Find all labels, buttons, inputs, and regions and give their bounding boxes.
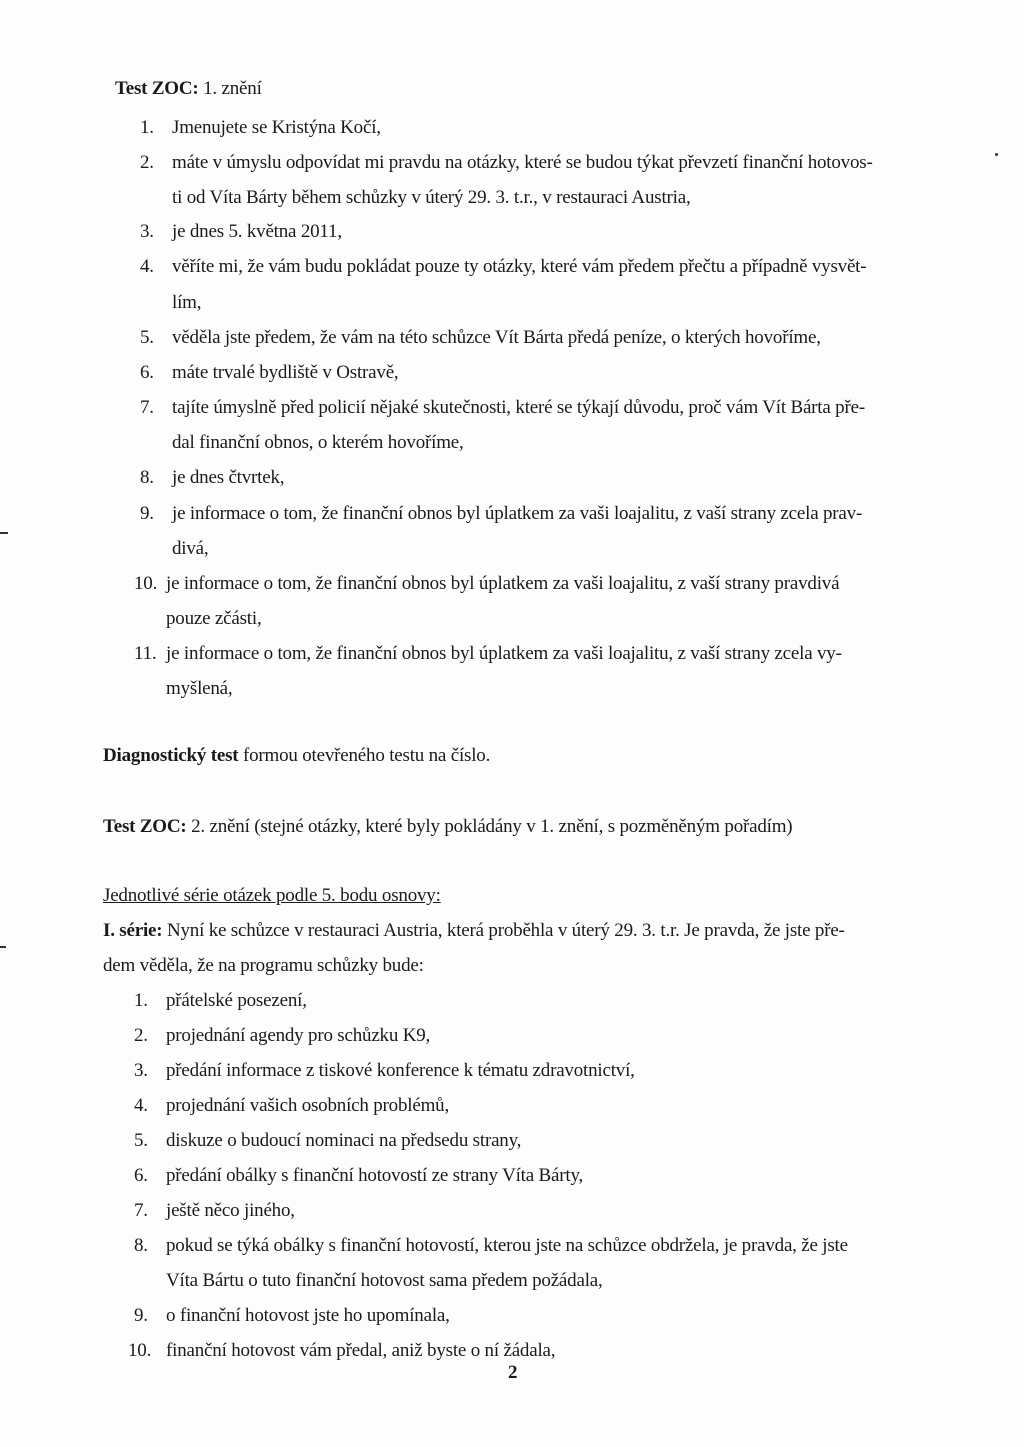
series-1-text: Nyní ke schůzce v restauraci Austria, která proběhla v úterý 29. 3. t.r. Je pravda, že jste pře- — [162, 920, 845, 941]
list-item-number: 2. — [140, 152, 154, 173]
test-zoc-label: Test ZOC: — [103, 816, 187, 837]
diagnostic-test-text: formou otevřeného testu na číslo. — [238, 745, 491, 766]
list-item-number: 5. — [140, 327, 154, 348]
scan-mark — [0, 946, 6, 948]
scan-mark — [995, 153, 998, 156]
list-item-number: 8. — [134, 1235, 148, 1256]
list-item-number: 8. — [140, 467, 154, 488]
list-item-text: je informace o tom, že finanční obnos byl úplatkem za vaši loajalitu, z vaší strany zcela vy- — [166, 643, 842, 664]
list-item-number: 11. — [134, 643, 157, 664]
list-item-number: 5. — [134, 1130, 148, 1151]
list-item-number: 9. — [140, 503, 154, 524]
list-item-text: Jmenujete se Kristýna Kočí, — [172, 117, 381, 138]
list-item-text: tajíte úmyslně před policií nějaké skutečnosti, které se týkají důvodu, proč vám Vít Bárta pře- — [172, 397, 865, 418]
page-number: 2 — [508, 1362, 518, 1383]
list-item-text: dal finanční obnos, o kterém hovoříme, — [172, 432, 464, 453]
list-item-number: 9. — [134, 1305, 148, 1326]
diagnostic-test-label: Diagnostický test — [103, 745, 239, 766]
list-item-text: pokud se týká obálky s finanční hotovostí, kterou jste na schůzce obdržela, je pravda, že jste — [166, 1235, 848, 1256]
list-item-number: 10. — [134, 573, 158, 594]
test-zoc-version: 2. znění (stejné otázky, které byly pokládány v 1. znění, s pozměněným pořadím) — [186, 816, 793, 837]
list-item-text: máte v úmyslu odpovídat mi pravdu na otázky, které se budou týkat převzetí finanční hotovos- — [172, 152, 873, 173]
list-item-text: pouze zčásti, — [166, 608, 262, 629]
list-item-number: 6. — [134, 1165, 148, 1186]
test-zoc-heading-1 — [115, 78, 262, 100]
list-item-number: 6. — [140, 362, 154, 383]
list-item-text: ti od Víta Bárty během schůzky v úterý 29. 3. t.r., v restauraci Austria, — [172, 187, 691, 208]
series-heading: Jednotlivé série otázek podle 5. bodu osnovy: — [103, 885, 441, 906]
list-item-number: 4. — [134, 1095, 148, 1116]
list-item-number: 3. — [134, 1060, 148, 1081]
series-1-intro — [103, 920, 845, 942]
test-zoc-heading-2 — [103, 816, 792, 838]
list-item-text: projednání vašich osobních problémů, — [166, 1095, 450, 1116]
list-item-text: projednání agendy pro schůzku K9, — [166, 1025, 431, 1046]
test-zoc-label: Test ZOC: — [115, 78, 199, 99]
list-item-text: věříte mi, že vám budu pokládat pouze ty otázky, které vám předem přečtu a případně vysvět- — [172, 256, 867, 277]
diagnostic-test-line — [103, 745, 490, 767]
series-1-label: I. série: — [103, 920, 163, 941]
list-item-number: 4. — [140, 256, 154, 277]
list-item-text: divá, — [172, 538, 209, 559]
list-item-text: je dnes 5. května 2011, — [172, 221, 342, 242]
list-item-number: 1. — [134, 990, 148, 1011]
list-item-text: věděla jste předem, že vám na této schůzce Vít Bárta předá peníze, o kterých hovoříme, — [172, 327, 821, 348]
list-item-text: o finanční hotovost jste ho upomínala, — [166, 1305, 450, 1326]
series-1-intro-line2: dem věděla, že na programu schůzky bude: — [103, 955, 424, 976]
scan-mark — [0, 532, 8, 534]
list-item-text: diskuze o budoucí nominaci na předsedu strany, — [166, 1130, 522, 1151]
list-item-number: 2. — [134, 1025, 148, 1046]
list-item-text: finanční hotovost vám předal, aniž byste o ní žádala, — [166, 1340, 556, 1361]
list-item-number: 7. — [134, 1200, 148, 1221]
list-item-text: předání obálky s finanční hotovostí ze strany Víta Bárty, — [166, 1165, 584, 1186]
list-item-text: je dnes čtvrtek, — [172, 467, 285, 488]
list-item-text: předání informace z tiskové konference k tématu zdravotnictví, — [166, 1060, 635, 1081]
list-item-number: 1. — [140, 117, 154, 138]
list-item-text: ještě něco jiného, — [166, 1200, 295, 1221]
list-item-text: myšlená, — [166, 678, 233, 699]
list-item-number: 7. — [140, 397, 154, 418]
test-zoc-version: 1. znění — [198, 78, 262, 99]
list-item-number: 3. — [140, 221, 154, 242]
list-item-text: přátelské posezení, — [166, 990, 307, 1011]
list-item-number: 10. — [128, 1340, 152, 1361]
list-item-text: lím, — [172, 292, 202, 313]
list-item-text: je informace o tom, že finanční obnos byl úplatkem za vaši loajalitu, z vaší strany zcela prav- — [172, 503, 863, 524]
list-item-text: máte trvalé bydliště v Ostravě, — [172, 362, 399, 383]
list-item-text: Víta Bártu o tuto finanční hotovost sama předem požádala, — [166, 1270, 603, 1291]
list-item-text: je informace o tom, že finanční obnos byl úplatkem za vaši loajalitu, z vaší strany pravdivá — [166, 573, 840, 594]
